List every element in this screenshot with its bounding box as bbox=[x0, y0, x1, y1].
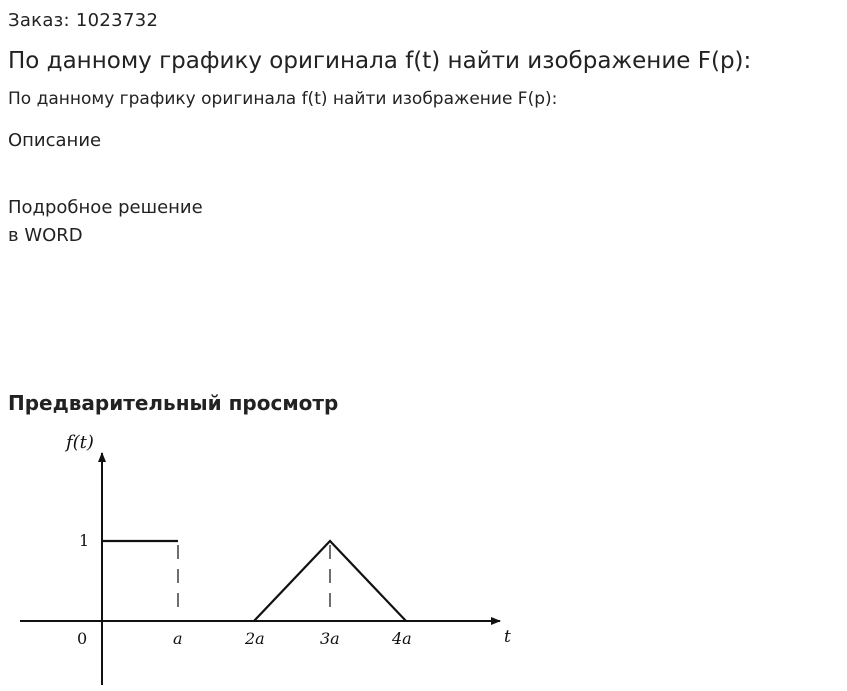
y-axis-label: f(t) bbox=[66, 432, 94, 453]
task-statement: По данному графику оригинала f(t) найти изображение F(p): bbox=[8, 89, 558, 109]
x-tick-label-0: 0 bbox=[77, 629, 88, 648]
order-number: Заказ: 1023732 bbox=[8, 10, 159, 31]
description-text bbox=[8, 194, 203, 250]
guide-layer bbox=[178, 545, 330, 615]
description-line-1: Подробное решение bbox=[8, 197, 203, 218]
description-heading: Описание bbox=[8, 130, 102, 151]
x-tick-label-4a: 4a bbox=[392, 629, 412, 648]
function-graph bbox=[0, 420, 540, 691]
x-tick-label-a: a bbox=[173, 629, 183, 648]
x-tick-label-2a: 2a bbox=[245, 629, 265, 648]
page-title: По данному графику оригинала f(t) найти изображение F(p): bbox=[8, 48, 752, 74]
x-tick-label-3a: 3a bbox=[320, 629, 340, 648]
description-line-2: в WORD bbox=[8, 225, 83, 246]
x-axis-label: t bbox=[504, 627, 511, 647]
preview-heading: Предварительный просмотр bbox=[8, 391, 339, 415]
y-tick-label-1: 1 bbox=[79, 531, 90, 550]
series-layer bbox=[102, 541, 406, 621]
